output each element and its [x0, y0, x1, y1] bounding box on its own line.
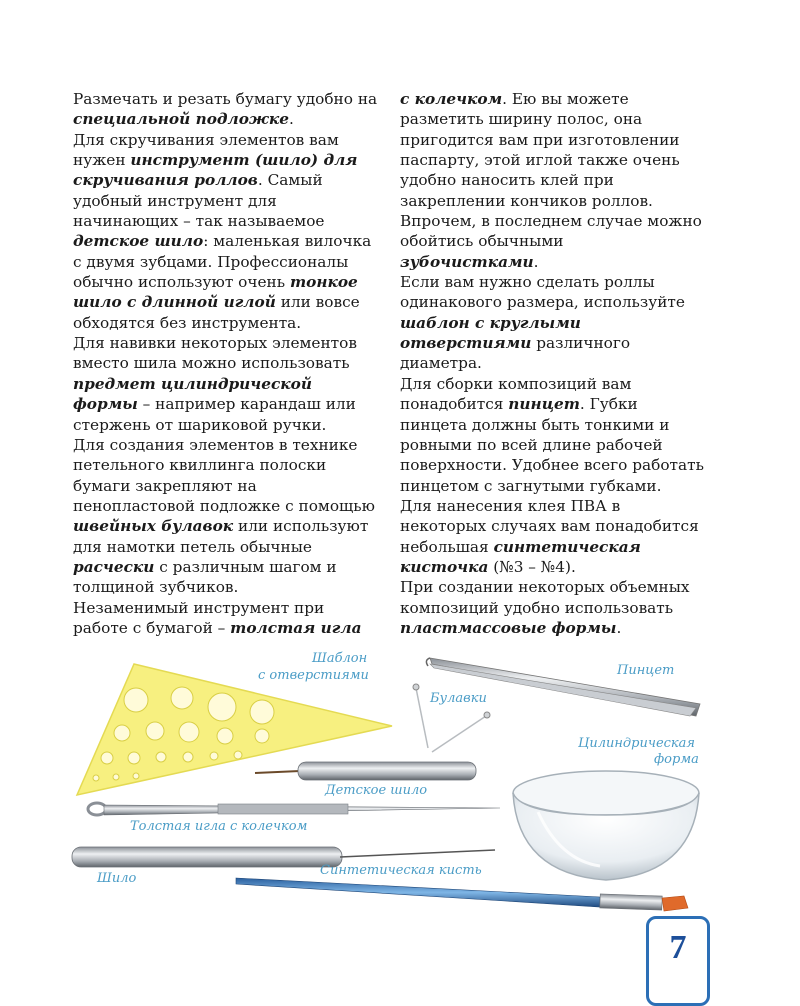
page-number: 7: [669, 929, 687, 966]
text: При создании некоторых объемных композиций удобно использовать: [400, 578, 690, 617]
keyword: с колечком: [400, 90, 503, 108]
keyword: пинцет: [508, 395, 580, 414]
text: с различным шагом и толщиной зубчиков.: [73, 557, 337, 597]
text: : маленькая вилочка с двумя зубцами. Профессионалы обычно используют очень: [73, 232, 372, 292]
text: – например карандаш или стержень от шариковой ручки.: [73, 395, 356, 434]
caption-pins: Булавки: [430, 691, 487, 706]
caption-cylindrical-line2: форма: [654, 752, 699, 767]
paragraph: [400, 89, 705, 272]
keyword: детское шило: [73, 232, 204, 251]
caption-kid-awl: Детское шило: [325, 783, 428, 798]
text-column-left: [73, 89, 380, 638]
paragraph: [400, 496, 705, 577]
text: Если вам нужно сделать роллы одинакового размера, используйте: [400, 273, 685, 312]
synthetic-brush: [236, 878, 688, 911]
keyword: толстая игла: [230, 618, 362, 637]
text: .: [289, 110, 294, 129]
keyword: зубочистками: [400, 252, 534, 271]
keyword: инструмент (шило) для скручивания роллов: [73, 151, 358, 190]
text: (№3 – №4).: [488, 557, 576, 576]
text: .: [616, 618, 622, 637]
text: . Самый удобный инструмент для начинающих – так называемое: [73, 171, 325, 231]
text: . Ею вы можете разметить ширину полос, она пригодится вам при изготовлении паспарту, этой иглой также очень удобно наносить клей при закреплении кончиков роллов. Впрочем, в последнем случае можно обойтись обычными: [400, 90, 702, 251]
paragraph: [73, 130, 380, 333]
caption-cylindrical-line1: Цилиндрическая: [578, 736, 696, 751]
caption-template-line1: Шаблон: [312, 651, 368, 666]
text: различного диаметра.: [400, 334, 631, 373]
caption-brush: Синтетическая кисть: [320, 863, 482, 878]
paragraph: [400, 577, 705, 638]
text: .: [533, 252, 539, 271]
text: Размечать и резать бумагу удобно на: [73, 90, 378, 108]
thick-needle: [88, 803, 500, 815]
caption-thick-needle: Толстая игла с колечком: [130, 819, 308, 834]
keyword: тонкое шило с длинной иглой: [73, 273, 358, 312]
caption-awl: Шило: [97, 871, 137, 886]
caption-template-line2: с отверстиями: [258, 668, 369, 683]
keyword: предмет цилиндрической формы: [73, 374, 312, 414]
text: или вовсе обходятся без инструмента.: [73, 293, 360, 332]
plastic-bowl: [513, 771, 699, 880]
paragraph: [73, 89, 380, 130]
text: Для сборки композиций вам понадобится: [400, 374, 632, 414]
keyword: шаблон с круглыми отверстиями: [400, 313, 581, 353]
caption-tweezers: Пинцет: [617, 663, 675, 678]
text: Для скручивания элементов вам нужен: [73, 130, 339, 170]
keyword: пластмассовые формы: [400, 618, 617, 637]
page-number-badge: [646, 916, 710, 1006]
paragraph: [400, 272, 705, 374]
kid-awl: [255, 762, 476, 780]
text: . Губки пинцета должны быть тонкими и ровными по всей длине рабочей поверхности. Удобнее всего работать пинцетом с загнутыми губками.: [400, 395, 704, 495]
text-column-right: [400, 89, 705, 638]
text: Незаменимый инструмент при работе с бумагой –: [73, 598, 325, 637]
paragraph: [73, 435, 380, 598]
text: Для навивки некоторых элементов вместо шила можно использовать: [73, 334, 357, 373]
keyword: специальной подложке: [73, 110, 289, 129]
text: или используют для намотки петель обычные: [73, 517, 369, 556]
paragraph: [400, 374, 705, 496]
text: Для создания элементов в технике петельного квиллинга полоски бумаги закрепляют на пенопластовой подложке с помощью: [73, 435, 375, 515]
paragraph: [73, 333, 380, 435]
paragraph: [73, 598, 380, 639]
keyword: швейных булавок: [73, 517, 234, 536]
keyword: синтетическая кисточка: [400, 537, 641, 576]
text: Для нанесения клея ПВА в некоторых случаях вам понадобится небольшая: [400, 496, 699, 556]
keyword: расчески: [73, 557, 155, 576]
